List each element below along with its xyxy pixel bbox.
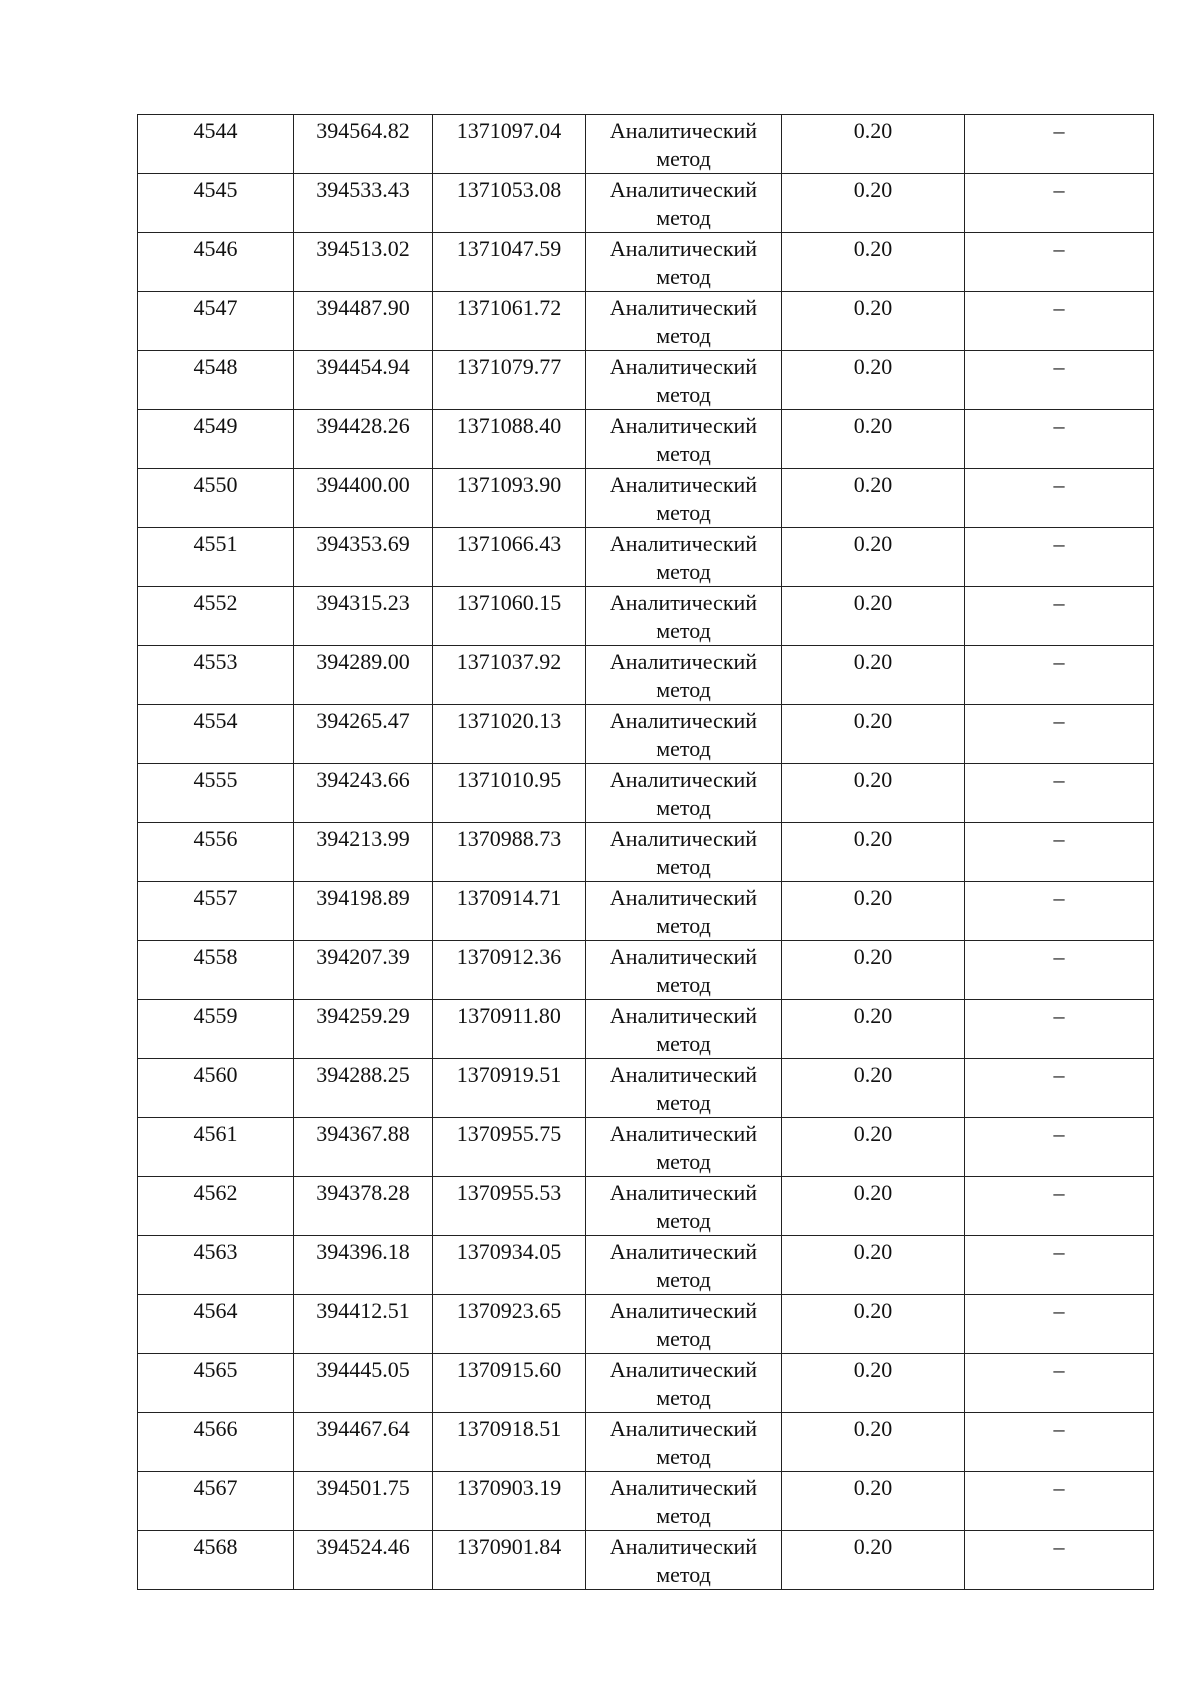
coord-x: 394289.00 (316, 649, 410, 674)
coord-y: 1371097.04 (456, 118, 562, 143)
accuracy: 0.20 (853, 1121, 893, 1146)
coord-x: 394259.29 (316, 1003, 410, 1028)
table-row (138, 351, 1154, 410)
note: – (1053, 1062, 1065, 1087)
coord-x: 394288.25 (316, 1062, 410, 1087)
coord-x: 394265.47 (316, 708, 410, 733)
accuracy: 0.20 (853, 1534, 893, 1559)
coord-y: 1370988.73 (456, 826, 562, 851)
coord-y: 1370903.19 (456, 1475, 562, 1500)
table-row (138, 292, 1154, 351)
coord-y: 1371060.15 (456, 590, 562, 615)
method: Аналитический метод (609, 472, 758, 525)
accuracy: 0.20 (853, 708, 893, 733)
coord-y: 1370901.84 (456, 1534, 562, 1559)
point-number: 4553 (193, 649, 238, 674)
method: Аналитический метод (609, 531, 758, 584)
table-row (138, 646, 1154, 705)
coord-y: 1370919.51 (456, 1062, 562, 1087)
point-number: 4557 (193, 885, 238, 910)
table-row (138, 1177, 1154, 1236)
note: – (1053, 1239, 1065, 1264)
coord-y: 1371066.43 (456, 531, 562, 556)
accuracy: 0.20 (853, 1298, 893, 1323)
accuracy: 0.20 (853, 1062, 893, 1087)
accuracy: 0.20 (853, 236, 893, 261)
coord-y: 1370915.60 (456, 1357, 562, 1382)
method: Аналитический метод (609, 118, 758, 171)
accuracy: 0.20 (853, 590, 893, 615)
coord-y: 1371061.72 (456, 295, 562, 320)
note: – (1053, 944, 1065, 969)
method: Аналитический метод (609, 767, 758, 820)
point-number: 4555 (193, 767, 238, 792)
point-number: 4550 (193, 472, 238, 497)
table-row (138, 882, 1154, 941)
table-row (138, 1354, 1154, 1413)
note: – (1053, 1180, 1065, 1205)
coord-y: 1371047.59 (456, 236, 562, 261)
note: – (1053, 885, 1065, 910)
method: Аналитический метод (609, 590, 758, 643)
accuracy: 0.20 (853, 118, 893, 143)
coord-x: 394400.00 (316, 472, 410, 497)
note: – (1053, 1475, 1065, 1500)
point-number: 4562 (193, 1180, 238, 1205)
method: Аналитический метод (609, 295, 758, 348)
note: – (1053, 1416, 1065, 1441)
point-number: 4547 (193, 295, 238, 320)
note: – (1053, 295, 1065, 320)
point-number: 4563 (193, 1239, 238, 1264)
accuracy: 0.20 (853, 472, 893, 497)
coord-y: 1371037.92 (456, 649, 562, 674)
table-row (138, 587, 1154, 646)
table-row (138, 469, 1154, 528)
coord-x: 394501.75 (316, 1475, 410, 1500)
note: – (1053, 413, 1065, 438)
table-row (138, 1295, 1154, 1354)
point-number: 4554 (193, 708, 238, 733)
coord-x: 394378.28 (316, 1180, 410, 1205)
note: – (1053, 472, 1065, 497)
table-row (138, 1236, 1154, 1295)
point-number: 4560 (193, 1062, 238, 1087)
note: – (1053, 1121, 1065, 1146)
table-row (138, 1472, 1154, 1531)
coordinates-table (137, 114, 1154, 1590)
note: – (1053, 531, 1065, 556)
coord-x: 394396.18 (316, 1239, 410, 1264)
point-number: 4551 (193, 531, 238, 556)
method: Аналитический метод (609, 354, 758, 407)
table-row (138, 1000, 1154, 1059)
method: Аналитический метод (609, 236, 758, 289)
note: – (1053, 649, 1065, 674)
point-number: 4558 (193, 944, 238, 969)
method: Аналитический метод (609, 649, 758, 702)
accuracy: 0.20 (853, 177, 893, 202)
point-number: 4564 (193, 1298, 238, 1323)
note: – (1053, 118, 1065, 143)
point-number: 4565 (193, 1357, 238, 1382)
method: Аналитический метод (609, 1534, 758, 1587)
point-number: 4556 (193, 826, 238, 851)
accuracy: 0.20 (853, 1239, 893, 1264)
accuracy: 0.20 (853, 1416, 893, 1441)
point-number: 4566 (193, 1416, 238, 1441)
note: – (1053, 708, 1065, 733)
coord-x: 394524.46 (316, 1534, 410, 1559)
table-row (138, 174, 1154, 233)
accuracy: 0.20 (853, 531, 893, 556)
table-row (138, 233, 1154, 292)
coord-y: 1371079.77 (456, 354, 562, 379)
table-row (138, 1059, 1154, 1118)
coord-x: 394487.90 (316, 295, 410, 320)
method: Аналитический метод (609, 826, 758, 879)
coord-y: 1370923.65 (456, 1298, 562, 1323)
accuracy: 0.20 (853, 1475, 893, 1500)
point-number: 4552 (193, 590, 238, 615)
method: Аналитический метод (609, 1416, 758, 1469)
note: – (1053, 1298, 1065, 1323)
note: – (1053, 826, 1065, 851)
coord-x: 394207.39 (316, 944, 410, 969)
accuracy: 0.20 (853, 885, 893, 910)
method: Аналитический метод (609, 1298, 758, 1351)
method: Аналитический метод (609, 944, 758, 997)
point-number: 4549 (193, 413, 238, 438)
accuracy: 0.20 (853, 1003, 893, 1028)
point-number: 4546 (193, 236, 238, 261)
coord-x: 394513.02 (316, 236, 410, 261)
accuracy: 0.20 (853, 1180, 893, 1205)
point-number: 4544 (193, 118, 238, 143)
coord-x: 394243.66 (316, 767, 410, 792)
coord-x: 394213.99 (316, 826, 410, 851)
coord-y: 1370914.71 (456, 885, 562, 910)
point-number: 4559 (193, 1003, 238, 1028)
method: Аналитический метод (609, 1475, 758, 1528)
note: – (1053, 767, 1065, 792)
accuracy: 0.20 (853, 944, 893, 969)
accuracy: 0.20 (853, 767, 893, 792)
accuracy: 0.20 (853, 1357, 893, 1382)
table-row (138, 1531, 1154, 1590)
coord-x: 394412.51 (316, 1298, 410, 1323)
method: Аналитический метод (609, 413, 758, 466)
note: – (1053, 1357, 1065, 1382)
coord-x: 394315.23 (316, 590, 410, 615)
note: – (1053, 236, 1065, 261)
method: Аналитический метод (609, 1357, 758, 1410)
note: – (1053, 177, 1065, 202)
point-number: 4567 (193, 1475, 238, 1500)
coord-y: 1371020.13 (456, 708, 562, 733)
point-number: 4568 (193, 1534, 238, 1559)
method: Аналитический метод (609, 708, 758, 761)
table-row (138, 528, 1154, 587)
accuracy: 0.20 (853, 295, 893, 320)
coord-x: 394445.05 (316, 1357, 410, 1382)
coord-x: 394533.43 (316, 177, 410, 202)
method: Аналитический метод (609, 1003, 758, 1056)
method: Аналитический метод (609, 1062, 758, 1115)
table-row (138, 115, 1154, 174)
method: Аналитический метод (609, 1121, 758, 1174)
coord-y: 1370934.05 (456, 1239, 562, 1264)
note: – (1053, 590, 1065, 615)
coord-y: 1371010.95 (456, 767, 562, 792)
table-row (138, 1413, 1154, 1472)
coord-y: 1371088.40 (456, 413, 562, 438)
note: – (1053, 1534, 1065, 1559)
coord-x: 394564.82 (316, 118, 410, 143)
accuracy: 0.20 (853, 826, 893, 851)
method: Аналитический метод (609, 1180, 758, 1233)
coord-y: 1371093.90 (456, 472, 562, 497)
coord-y: 1370918.51 (456, 1416, 562, 1441)
coordinates-table-body (138, 115, 1154, 1590)
point-number: 4545 (193, 177, 238, 202)
coord-y: 1370955.53 (456, 1180, 562, 1205)
table-row (138, 823, 1154, 882)
coord-y: 1371053.08 (456, 177, 562, 202)
table-row (138, 941, 1154, 1000)
table-row (138, 1118, 1154, 1177)
table-row (138, 705, 1154, 764)
point-number: 4561 (193, 1121, 238, 1146)
coord-x: 394454.94 (316, 354, 410, 379)
method: Аналитический метод (609, 1239, 758, 1292)
coord-x: 394367.88 (316, 1121, 410, 1146)
accuracy: 0.20 (853, 354, 893, 379)
accuracy: 0.20 (853, 413, 893, 438)
note: – (1053, 354, 1065, 379)
accuracy: 0.20 (853, 649, 893, 674)
coord-y: 1370912.36 (456, 944, 562, 969)
method: Аналитический метод (609, 177, 758, 230)
coord-y: 1370955.75 (456, 1121, 562, 1146)
coord-x: 394467.64 (316, 1416, 410, 1441)
table-row (138, 410, 1154, 469)
coord-x: 394198.89 (316, 885, 410, 910)
table-row (138, 764, 1154, 823)
method: Аналитический метод (609, 885, 758, 938)
note: – (1053, 1003, 1065, 1028)
coord-x: 394428.26 (316, 413, 410, 438)
point-number: 4548 (193, 354, 238, 379)
coord-y: 1370911.80 (457, 1003, 561, 1028)
coord-x: 394353.69 (316, 531, 410, 556)
